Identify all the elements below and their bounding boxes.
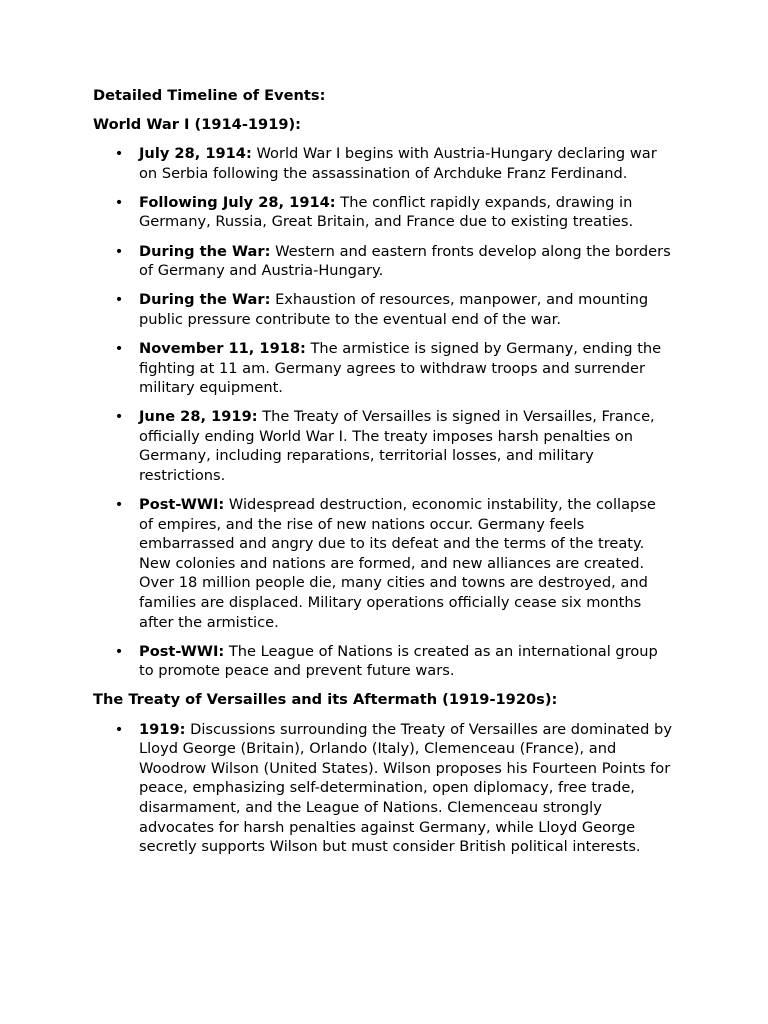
list-item <box>93 193 673 232</box>
event-text: The conflict rapidly expands, drawing in Germany, Russia, Great Britain, and France due to existing treaties. <box>139 193 634 231</box>
event-text: Widespread destruction, economic instability, the collapse of empires, and the rise of new nations occur. Germany feels embarrassed and angry due to its defeat and the terms of the treaty. New colonies and nations are formed, and new alliances are created. Over 18 million people die, many cities and towns are destroyed, and families are displaced. Military operations officially cease six months after the armistice. <box>139 496 656 631</box>
bullet-icon: • <box>114 642 124 660</box>
timeline-list-wwi <box>93 144 673 681</box>
document-title: Detailed Timeline of Events: <box>93 87 326 104</box>
bullet-icon: • <box>114 145 124 163</box>
event-text: The armistice is signed by Germany, ending the fighting at 11 am. Germany agrees to withdraw troops and surrender military equipment. <box>139 339 662 397</box>
list-item <box>93 144 673 183</box>
event-date: Post-WWI: <box>139 642 225 660</box>
event-text: Western and eastern fronts develop along the borders of Germany and Austria-Hungary. <box>139 242 671 280</box>
event-date: November 11, 1918: <box>139 339 306 357</box>
list-item <box>93 339 673 398</box>
bullet-icon: • <box>114 408 124 426</box>
bullet-icon: • <box>114 242 124 260</box>
bullet-icon: • <box>114 193 124 211</box>
event-date: 1919: <box>139 720 186 738</box>
event-text: Discussions surrounding the Treaty of Versailles are dominated by Lloyd George (Britain), Orlando (Italy), Clemenceau (France), and Woodrow Wilson (United States). Wilson proposes his Fourteen Points for peace, emphasizing self-determination, open diplomacy, free trade, disarmament, and the League of Nations. Clemenceau strongly advocates for harsh penalties against Germany, while Lloyd George secretly supports Wilson but must consider British political interests. <box>139 720 672 856</box>
bullet-icon: • <box>114 496 124 514</box>
list-item <box>93 720 673 857</box>
timeline-list-versailles <box>93 720 673 857</box>
event-text: The League of Nations is created as an international group to promote peace and prevent future wars. <box>139 642 658 680</box>
event-text: Exhaustion of resources, manpower, and mounting public pressure contribute to the eventual end of the war. <box>139 291 649 328</box>
event-date: Post-WWI: <box>139 496 225 514</box>
bullet-icon: • <box>114 720 124 738</box>
event-date: June 28, 1919: <box>139 408 258 426</box>
event-text: The Treaty of Versailles is signed in Versailles, France, officially ending World War I. The treaty imposes harsh penalties on Germany, including reparations, territorial losses, and military restrictions. <box>139 408 655 484</box>
event-date: During the War: <box>139 242 271 260</box>
list-item <box>93 495 673 632</box>
section-heading-versailles: The Treaty of Versailles and its Aftermath (1919-1920s): <box>93 691 558 709</box>
list-item <box>93 642 673 681</box>
list-item <box>93 290 673 329</box>
list-item <box>93 407 673 485</box>
section-heading-wwi: World War I (1914-1919): <box>93 116 302 134</box>
event-date: July 28, 1914: <box>139 145 252 163</box>
document-page <box>93 86 673 866</box>
event-date: During the War: <box>139 291 271 309</box>
event-text: World War I begins with Austria-Hungary declaring war on Serbia following the assassination of Archduke Franz Ferdinand. <box>139 145 657 182</box>
list-item <box>93 242 673 281</box>
bullet-icon: • <box>114 339 124 357</box>
event-date: Following July 28, 1914: <box>139 193 336 211</box>
bullet-icon: • <box>114 291 124 309</box>
